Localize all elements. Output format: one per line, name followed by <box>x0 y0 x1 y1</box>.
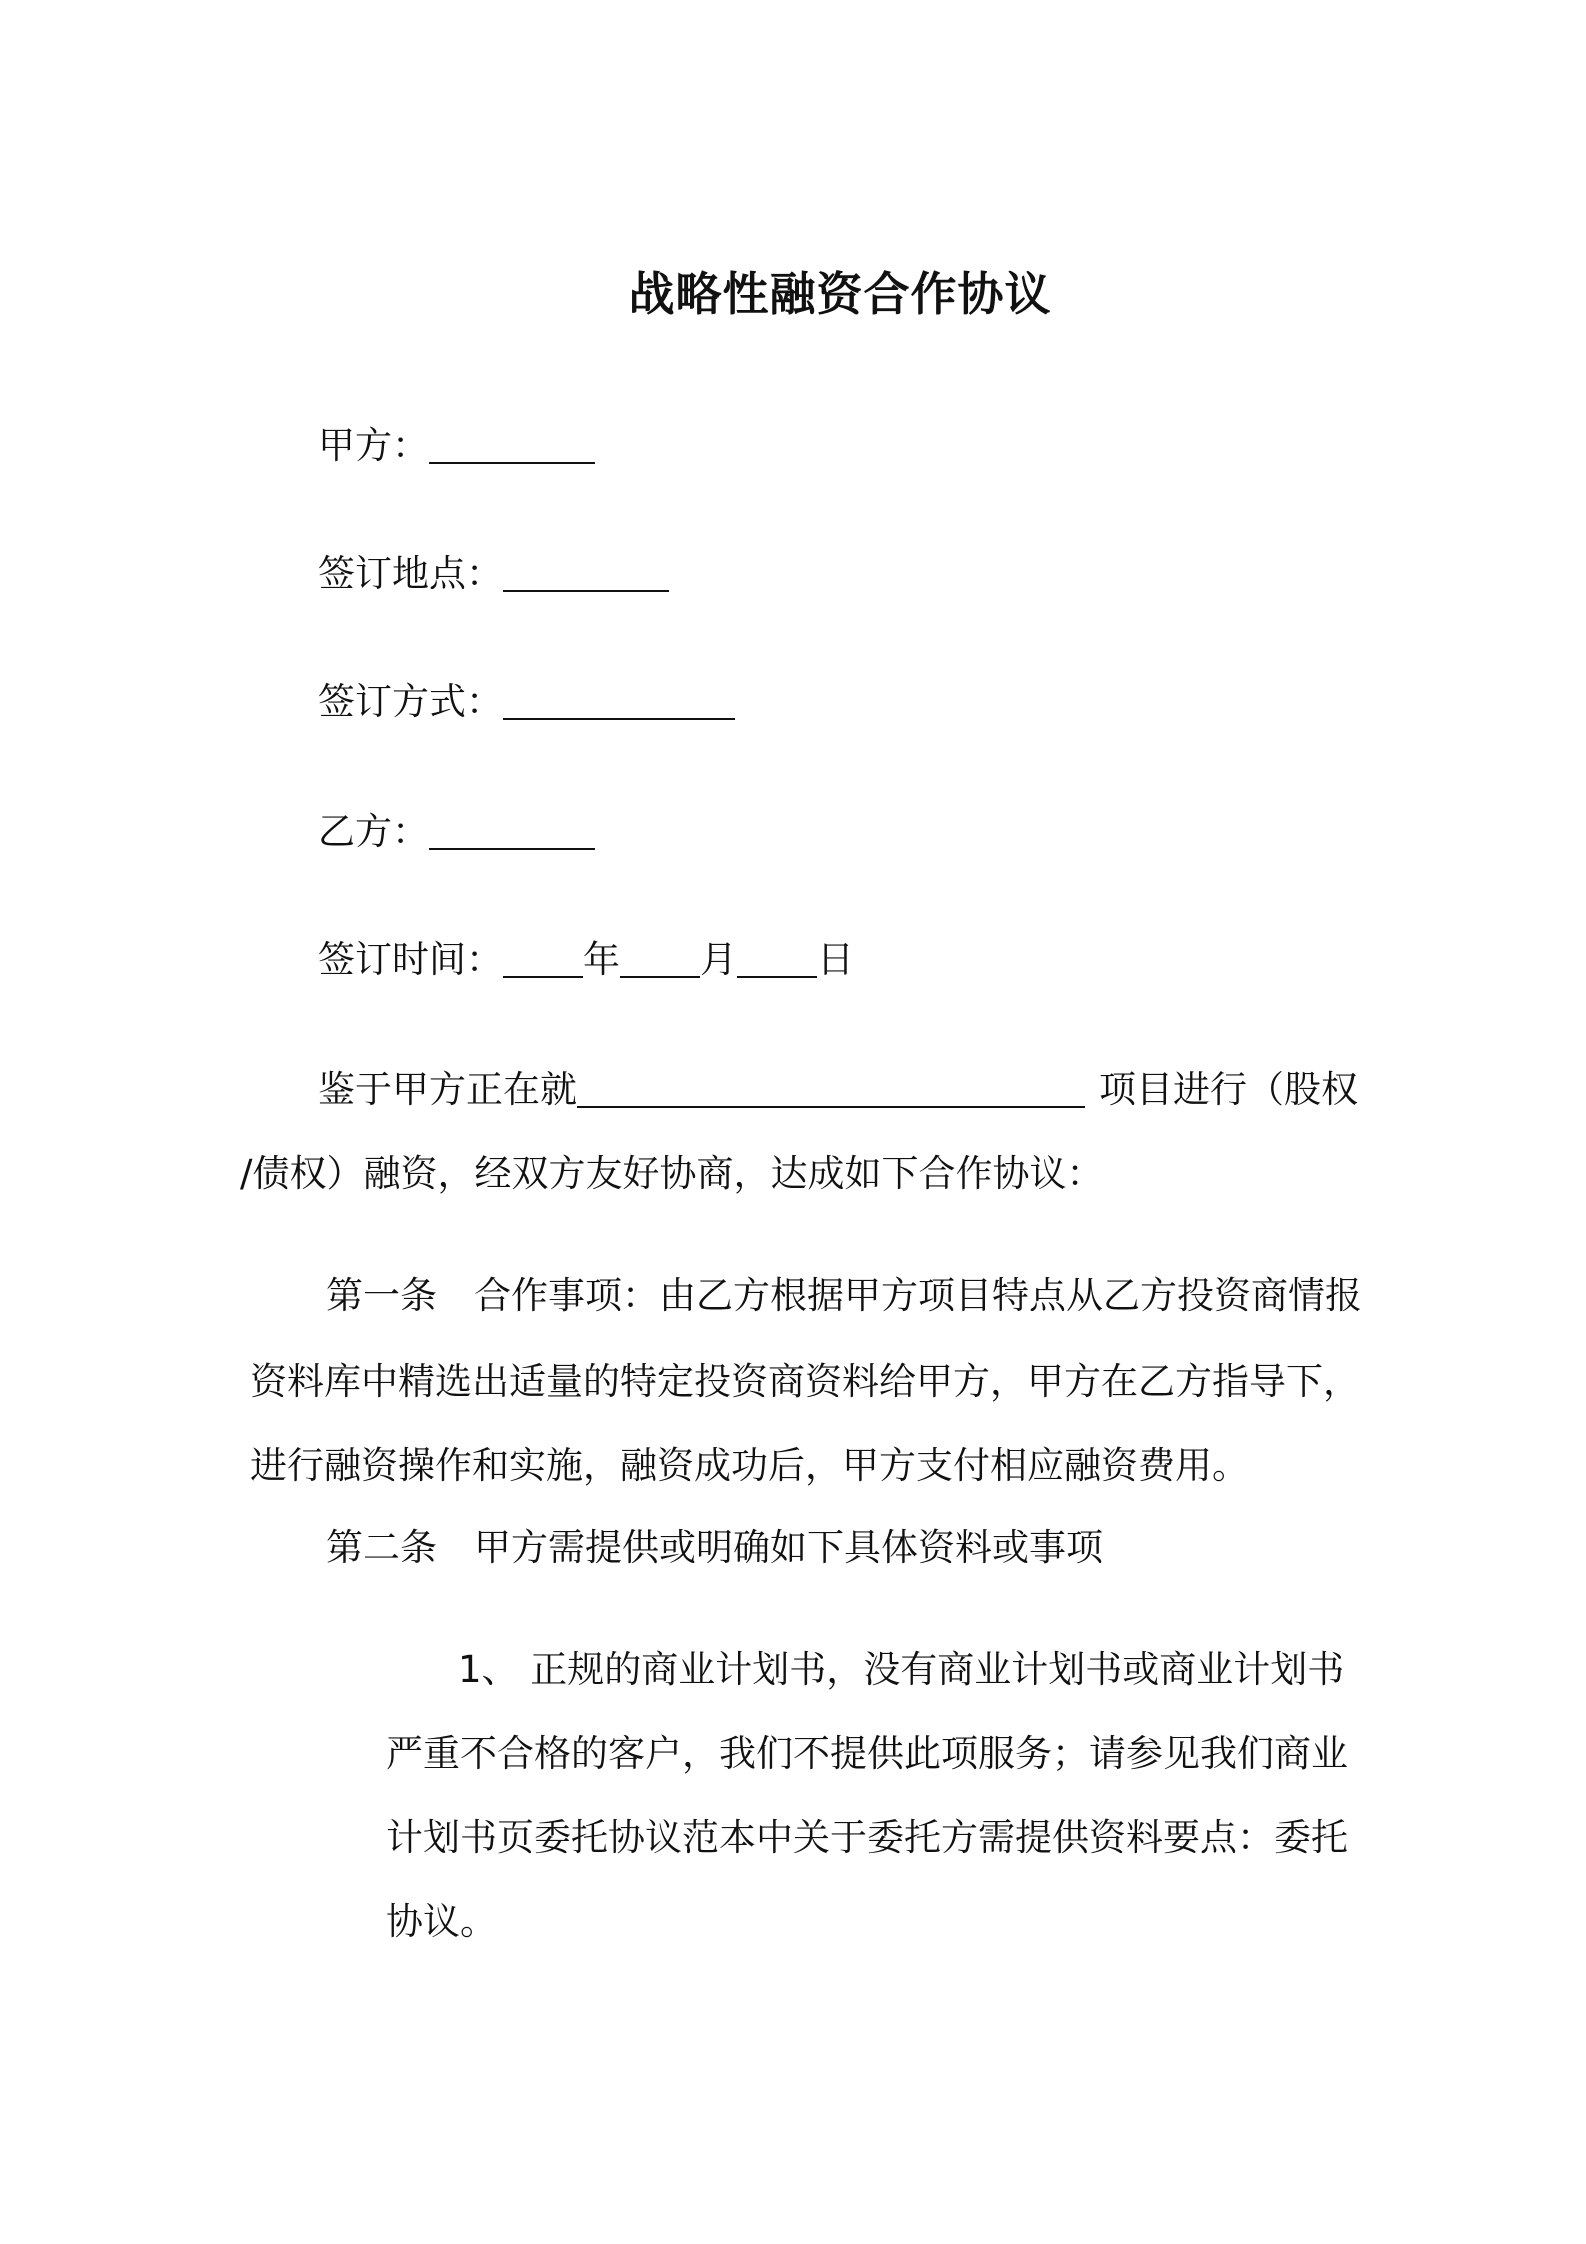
sign-place-blank <box>503 560 669 592</box>
sign-place-label: 签订地点： <box>318 552 503 595</box>
month-label: 月 <box>700 938 737 981</box>
year-blank <box>503 946 583 978</box>
article2-item1-line-3: 计划书页委托协议范本中关于委托方需提供资料要点：委托 <box>386 1816 1348 1859</box>
article1-line-3: 进行融资操作和实施，融资成功后，甲方支付相应融资费用。 <box>250 1444 1249 1487</box>
sign-method-line <box>318 680 735 724</box>
preamble-end: 项目进行（股权 <box>1099 1068 1358 1111</box>
year-label: 年 <box>583 938 620 981</box>
day-label: 日 <box>817 938 854 981</box>
document-title: 战略性融资合作协议 <box>628 267 1052 321</box>
party-b-line <box>318 810 595 854</box>
article2-item1-line-1: 1、 正规的商业计划书，没有商业计划书或商业计划书 <box>458 1648 1345 1691</box>
preamble-line-2: /债权）融资，经双方友好协商，达成如下合作协议： <box>240 1152 1104 1195</box>
preamble-line-1 <box>318 1068 1358 1112</box>
party-b-label: 乙方： <box>318 810 429 853</box>
sign-time-line <box>318 938 854 982</box>
sign-time-label: 签订时间： <box>318 938 503 981</box>
day-blank <box>737 946 817 978</box>
article2-item1-line-4: 协议。 <box>386 1900 497 1943</box>
party-b-blank <box>429 818 595 850</box>
sign-place-line <box>318 552 669 596</box>
article2-heading: 第二条 甲方需提供或明确如下具体资料或事项 <box>326 1526 1103 1569</box>
party-a-label: 甲方： <box>318 424 429 467</box>
article1-line-1: 第一条 合作事项：由乙方根据甲方项目特点从乙方投资商情报 <box>326 1274 1362 1317</box>
sign-method-blank <box>503 688 735 720</box>
month-blank <box>620 946 700 978</box>
party-a-blank <box>429 432 595 464</box>
preamble-start: 鉴于甲方正在就 <box>318 1068 577 1111</box>
article1-line-2: 资料库中精选出适量的特定投资商资料给甲方，甲方在乙方指导下， <box>250 1360 1360 1403</box>
project-blank <box>577 1076 1085 1108</box>
party-a-line <box>318 424 595 468</box>
sign-method-label: 签订方式： <box>318 680 503 723</box>
article2-item1-line-2: 严重不合格的客户，我们不提供此项服务；请参见我们商业 <box>386 1732 1348 1775</box>
